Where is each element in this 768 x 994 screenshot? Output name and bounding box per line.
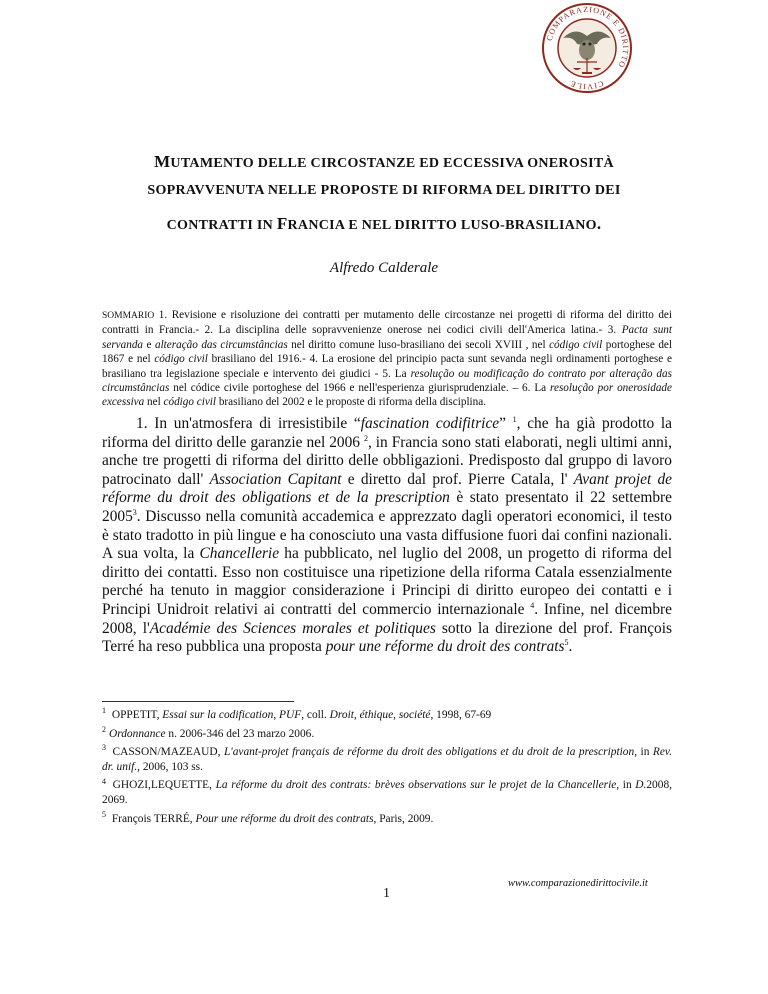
footnote-ref-4[interactable]: 4 (530, 600, 535, 610)
footnote-ref-1[interactable]: 1 (512, 414, 517, 424)
author-name: Alfredo Calderale (329, 260, 439, 276)
footnote-5: $^5$ François TERRÉ, Pour une réforme du droit des contrats, Paris, 2009. (102, 809, 434, 825)
title-line-3: CONTRATTI IN FRANCIA E NEL DIRITTO LUSO-BRASILIANO. (166, 214, 602, 233)
footnote-2: $^2$ Ordonnance n. 2006-346 del 23 marzo 2006. (102, 724, 315, 740)
footnote-3: $^3$ CASSON/MAZEAUD, L'avant-projet français de réforme du droit des obligations et du droit de la prescription, in Rev. dr. unif., 2006, 103 ss. (102, 743, 672, 773)
summary-label: SOMMARIO (102, 311, 155, 321)
footnotes (102, 708, 672, 830)
footnote-ref-2[interactable]: 2 (363, 433, 368, 443)
journal-logo (541, 2, 633, 94)
summary-abstract: SOMMARIO 1. Revisione e risoluzione dei contratti per mutamento delle circostanze nei progetti di riforma del diritto dei contratti in Francia.- 2. La disciplina delle sopravvenienze onerose nei codici civili dell'America latina.- 3. Pacta sunt servanda e alteração das circumstâncias nel diritto comune luso-brasiliano dei secoli XVIII , nel código civil portoghese del 1867 e nel código civil brasiliano del 1916.- 4. La erosione del principio pacta sunt sevanda negli ordinamenti portoghese e brasiliano tra legislazione speciale e intervento dei giudici - 5. La resolução ou modificação do contrato por alteração das circumstâncias nel códice civile portoghese del 1966 e nell'esperienza giurisprudenziale. – 6. La resolução por onerosidade excessiva nel código civil brasiliano del 2002 e le proposte di riforma della disciplina. (102, 309, 672, 409)
footnote-divider (102, 701, 294, 702)
footnote-1: $^1$ OPPETIT, Essai sur la codification, PUF, coll. Droit, éthique, société, 1998, 67-69 (102, 706, 492, 721)
logo-ring-text-bottom: CIVILE (568, 78, 605, 92)
footnote-ref-3[interactable]: 3 (132, 507, 137, 517)
footnote-ref-5[interactable]: 5 (564, 638, 569, 647)
page-number: 1 (383, 886, 390, 901)
title-line-2: SOPRAVVENUTA NELLE PROPOSTE DI RIFORMA DEL DIRITTO DEI (147, 183, 621, 198)
footnote-4: $^4$ GHOZI,LEQUETTE, La réforme du droit des contrats: brèves observations sur le projet de la Chancellerie, in D.2008, 2069. (102, 776, 672, 806)
logo-ring-text-top: COMPARAZIONE E DIRITTO (544, 4, 631, 70)
title-line-1: MUTAMENTO DELLE CIRCOSTANZE ED ECCESSIVA ONEROSITÀ (154, 152, 614, 171)
website-link[interactable]: www.comparazionedirittocivile.it (508, 878, 648, 889)
paragraph-1: 1. In un'atmosfera di irresistibile “fascination codifitrice” $^1$, che ha già prodotto la riforma del diritto delle garanzie nel 2006 $^2$, in Francia sono stati elaborati, negli ultimi anni, anche tre progetti di riforma del diritto delle obbligazioni. Predisposto dal gruppo di lavoro patrocinato dall' Association Capitant e diretto dal prof. Pierre Catala, l' Avant projet de réforme du droit des obligations et de la prescription è stato presentato il 22 settembre 2005$^3$. Discusso nella comunità accademica e apprezzato dagli operatori economici, il testo è stato tradotto in più lingue e ha conosciuto una vasta diffusione fuori dai confini nazionali. A sua volta, la Chancellerie ha pubblicato, nel luglio del 2008, un progetto di riforma del diritto dei contatti. Esso non costituisce una ripetizione della riforma Catala essenzialmente perché ha tenuto in maggior considerazione i Principi di diritto europeo dei contatti e i Principi Unidroit relativi ai contratti del commercio internazionale $^4$. Infine, nel dicembre 2008, l'Académie des Sciences morales et politiques sotto la direzione del prof. François Terré ha reso pubblica una proposta pour une réforme du droit des contrats$^5$. (102, 414, 673, 656)
body-section-1 (102, 415, 672, 657)
